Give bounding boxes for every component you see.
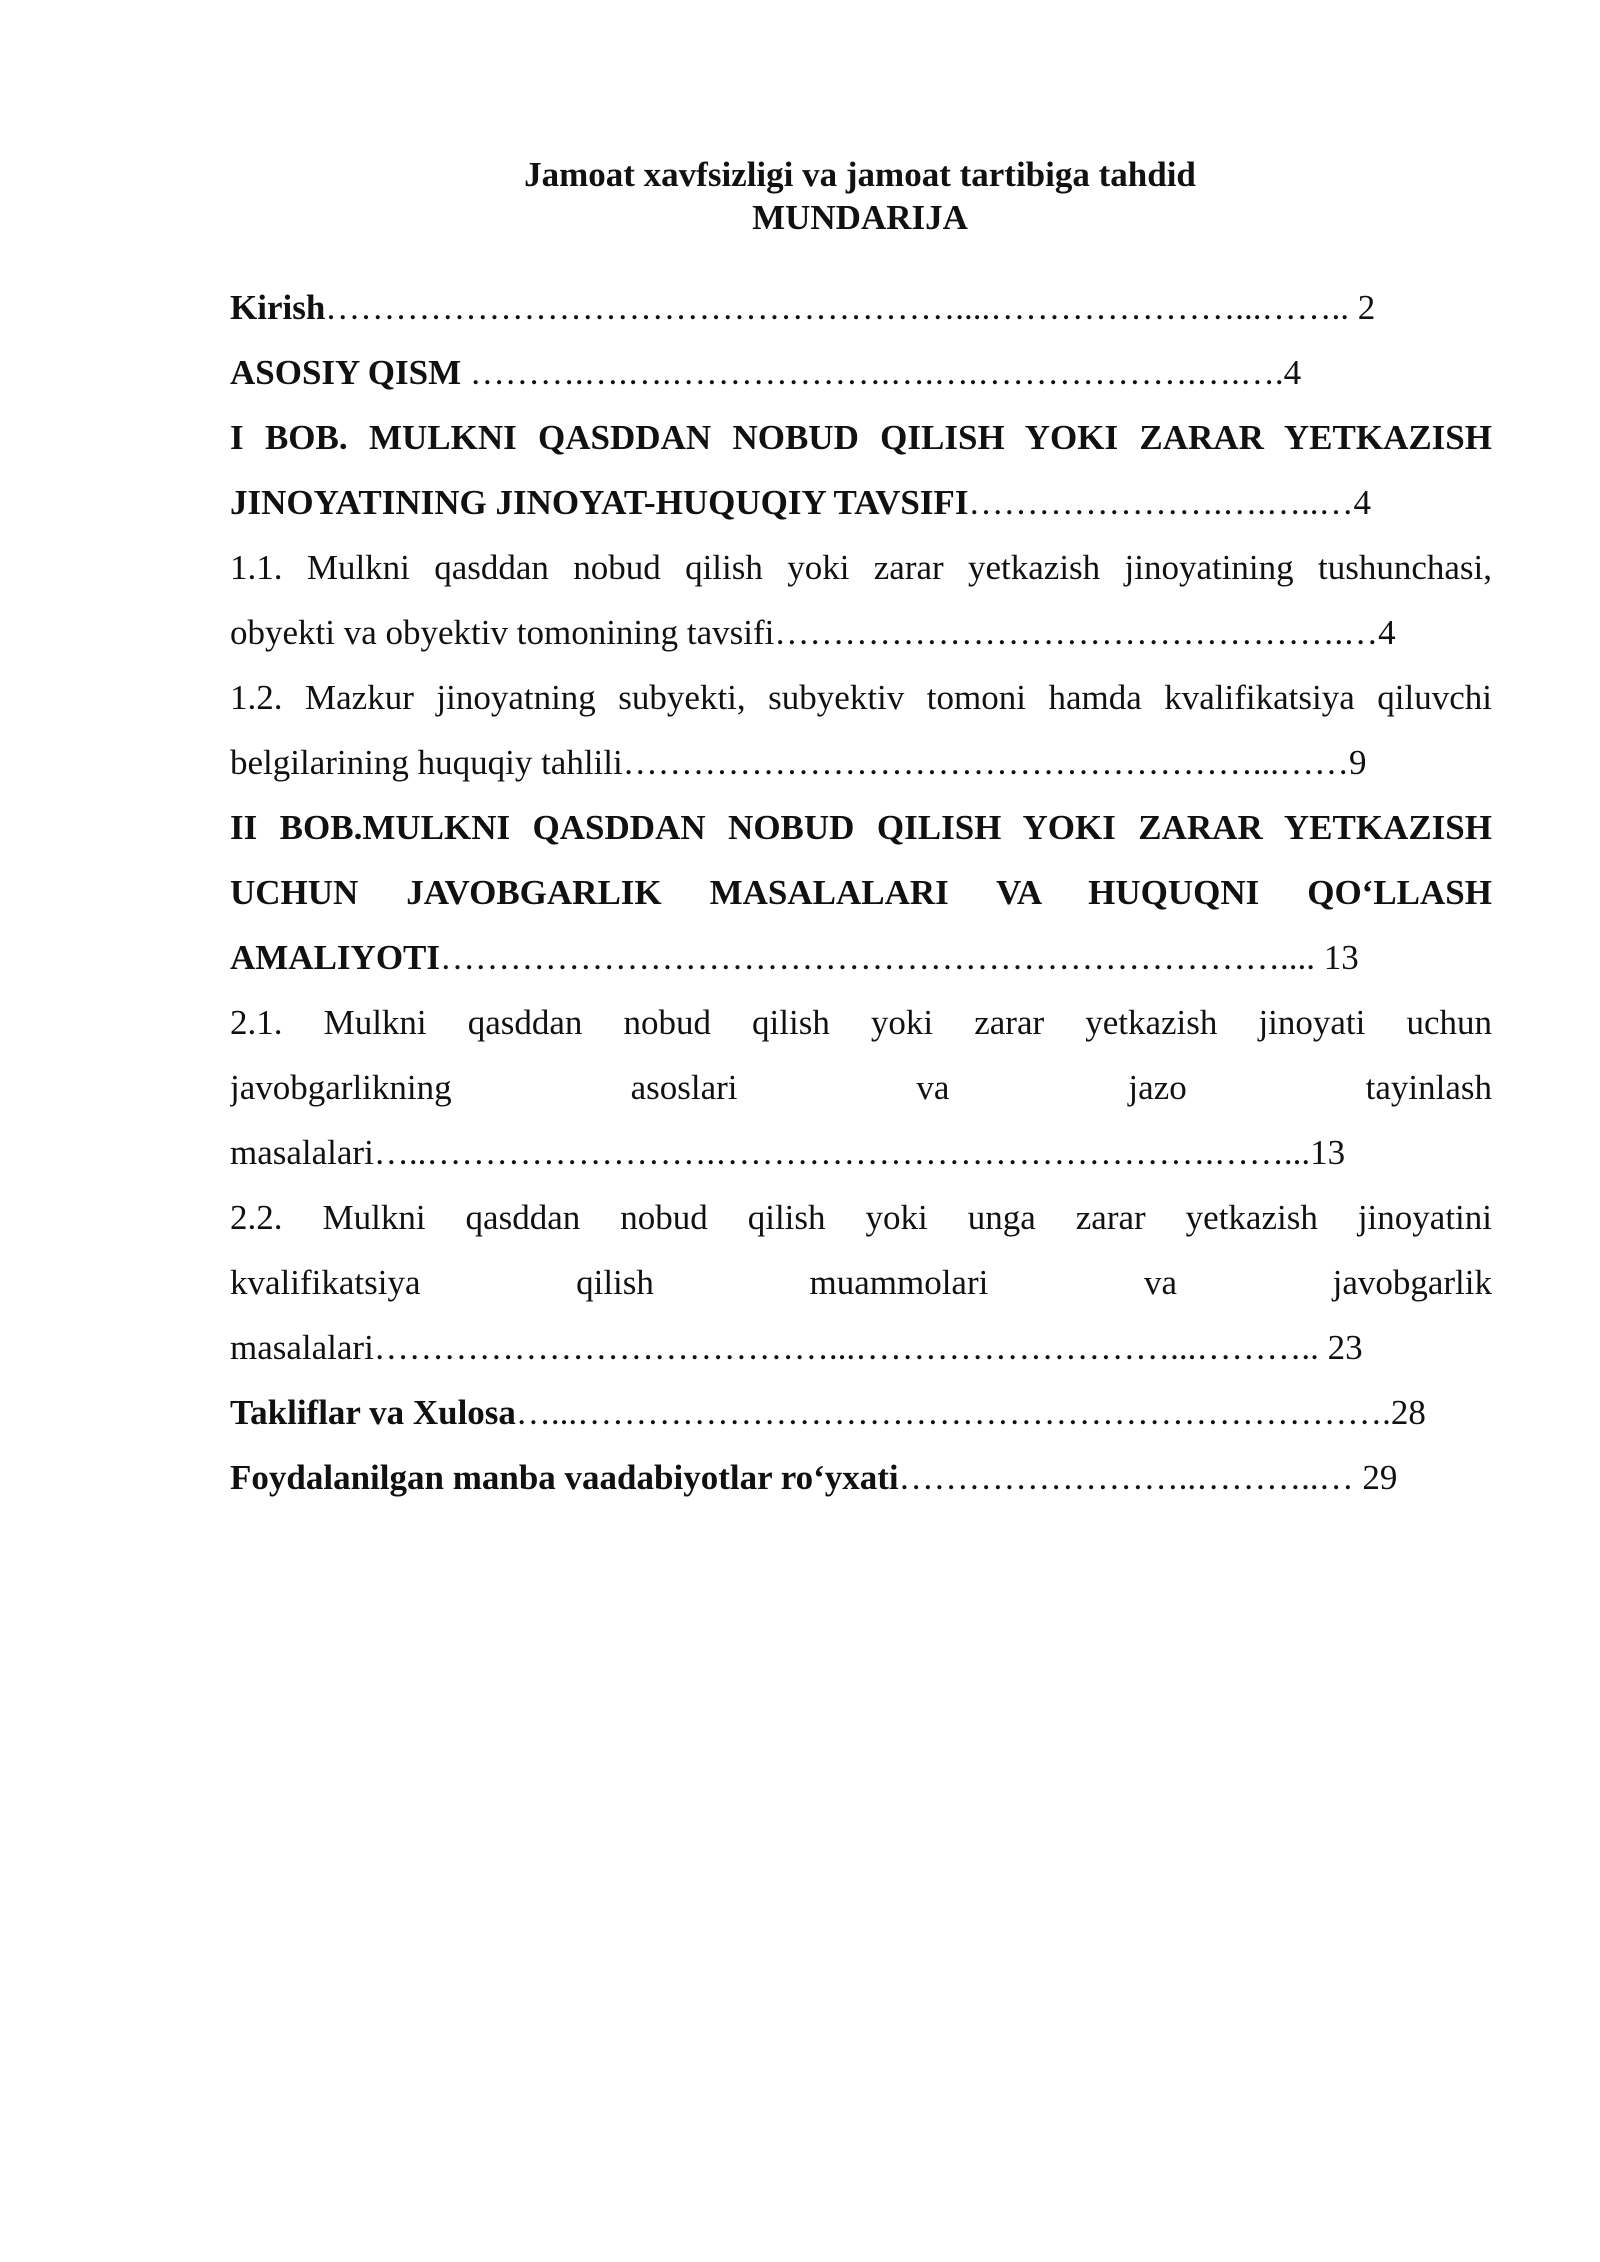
toc-entry-section-2-2[interactable] xyxy=(230,1185,1492,1380)
toc-heading: MUNDARIJA xyxy=(752,198,968,237)
toc-leader: ……………………………………………………………….... xyxy=(440,938,1324,977)
toc-entry-label: belgilarining huquqiy tahlili xyxy=(230,743,623,782)
toc-entry-foydalanilgan[interactable] xyxy=(230,1445,1492,1510)
toc-page-number: 9 xyxy=(1348,743,1367,782)
toc-entry-label-line: 2.1. Mulkni qasddan nobud qilish yoki zarar yetkazish jinoyati uchun xyxy=(230,1003,1492,1042)
toc-entry-label: ASOSIY QISM xyxy=(230,353,470,392)
toc-page-number: 4 xyxy=(1283,353,1302,392)
toc-entry-label-line: I BOB. MULKNI QASDDAN NOBUD QILISH YOKI ZARAR YETKAZISH xyxy=(230,418,1492,457)
toc-entry-label: Kirish xyxy=(230,288,326,327)
toc-entry-label-line: II BOB.MULKNI QASDDAN NOBUD QILISH YOKI ZARAR YETKAZISH xyxy=(230,808,1492,847)
toc-page-number: 13 xyxy=(1323,938,1359,977)
toc-entry-label: obyekti va obyektiv tomonining tavsifi xyxy=(230,613,775,652)
toc-page-number: 28 xyxy=(1390,1393,1426,1432)
toc-leader: …………………………………...………………………...……….. xyxy=(373,1328,1328,1367)
toc-leader: …...……………………………………………………………. xyxy=(515,1393,1391,1432)
toc-entry-label-line: javobgarlikning asoslari va jazo tayinlash xyxy=(230,1068,1492,1107)
toc-entry-label-line: 1.1. Mulkni qasddan nobud qilish yoki zarar yetkazish jinoyatining tushunchasi, xyxy=(230,548,1492,587)
toc-page-number: 4 xyxy=(1353,483,1371,522)
toc-leader: ………………….….…..… xyxy=(968,483,1354,522)
toc-page-number: 29 xyxy=(1362,1458,1398,1497)
document-title: Jamoat xavfsizligi va jamoat tartibiga tahdid xyxy=(524,155,1196,194)
toc-entry-label: masalalari xyxy=(230,1328,374,1367)
toc-leader: …..…………………….…………………………………….……... xyxy=(373,1133,1311,1172)
toc-entry-label-line: 2.2. Mulkni qasddan nobud qilish yoki unga zarar yetkazish jinoyatini xyxy=(230,1198,1492,1237)
toc-entry-asosiy-qism[interactable] xyxy=(230,340,1492,405)
toc-leader: ………………………………………………....…………………...…….. xyxy=(325,288,1358,327)
toc-entry-section-1-2[interactable] xyxy=(230,665,1492,795)
toc-page-number: 4 xyxy=(1378,613,1396,652)
toc-entry-kirish[interactable] xyxy=(230,275,1492,340)
toc-entry-section-1-1[interactable] xyxy=(230,535,1492,665)
toc-leader: ……….….….……………….….….……………….….…. xyxy=(469,353,1284,392)
toc-entry-label: Takliflar va Xulosa xyxy=(230,1393,516,1432)
toc-page-number: 13 xyxy=(1310,1133,1346,1172)
toc-entry-label: masalalari xyxy=(230,1133,374,1172)
toc-entry-label: AMALIYOTI xyxy=(230,938,441,977)
toc-entry-label-line: UCHUN JAVOBGARLIK MASALALARI VA HUQUQNI QO‘LLASH xyxy=(230,873,1492,912)
toc-entry-section-2-1[interactable] xyxy=(230,990,1492,1185)
toc-entry-label-line: 1.2. Mazkur jinoyatning subyekti, subyektiv tomoni hamda kvalifikatsiya qiluvchi xyxy=(230,678,1492,717)
toc-entry-label: Foydalanilgan manba vaadabiyotlar ro‘yxati xyxy=(230,1458,899,1497)
table-of-contents xyxy=(230,275,1492,1510)
toc-entry-chapter-1[interactable] xyxy=(230,405,1492,535)
toc-leader: ………………………………………………...…… xyxy=(622,743,1349,782)
toc-page-number: 23 xyxy=(1327,1328,1363,1367)
toc-page-number: 2 xyxy=(1357,288,1376,327)
toc-leader: ……………………..………..… xyxy=(898,1458,1363,1497)
toc-entry-takliflar[interactable] xyxy=(230,1380,1492,1445)
toc-entry-chapter-2[interactable] xyxy=(230,795,1492,990)
toc-leader: ………………………………………….… xyxy=(774,613,1379,652)
toc-entry-label-line: kvalifikatsiya qilish muammolari va javobgarlik xyxy=(230,1263,1492,1302)
toc-entry-label: JINOYATINING JINOYAT-HUQUQIY TAVSIFI xyxy=(230,483,969,522)
